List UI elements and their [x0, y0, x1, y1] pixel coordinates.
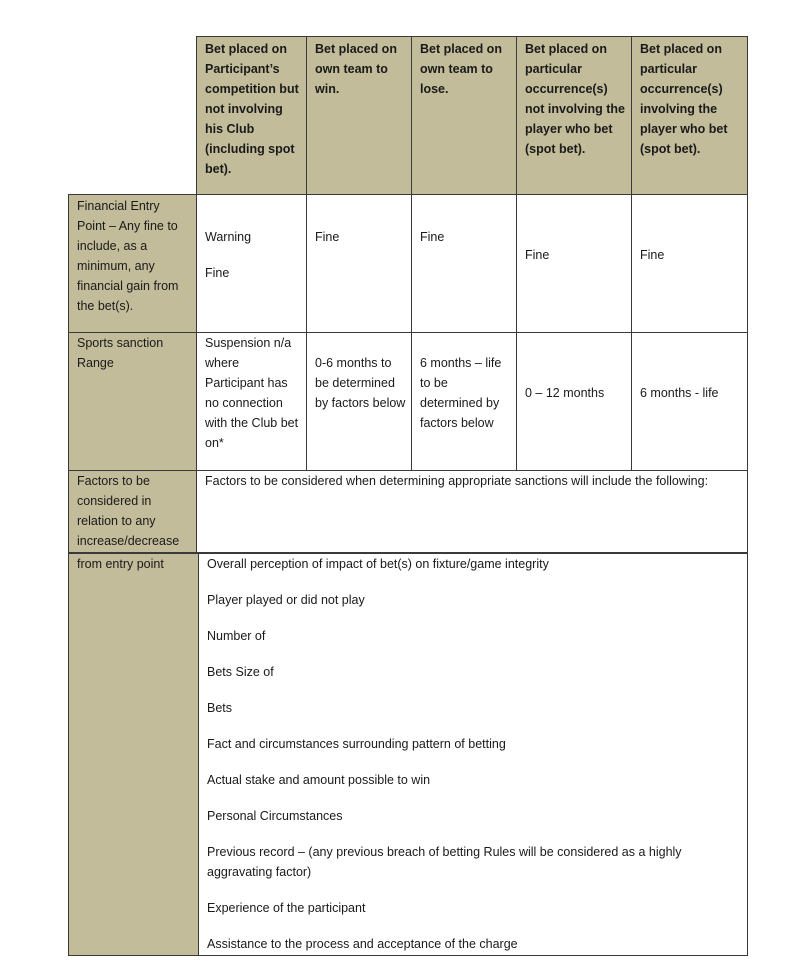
cell-sports-col1: Suspension n/a where Participant has no connection with the Club bet on* — [197, 333, 307, 471]
grid-line — [631, 36, 632, 471]
cell-sports-col5: 6 months - life — [632, 333, 747, 471]
factor-item: Bets — [207, 701, 233, 715]
factor-item: Bets Size of — [207, 665, 274, 679]
factor-item: Experience of the participant — [207, 901, 366, 915]
cell-sports-col4: 0 – 12 months — [517, 333, 632, 471]
factor-item: Fact and circumstances surrounding pattern of betting — [207, 737, 506, 751]
grid-line — [516, 36, 517, 471]
grid-line — [68, 955, 748, 956]
grid-line — [747, 36, 748, 956]
grid-line — [411, 36, 412, 471]
grid-line — [68, 194, 748, 195]
column-header-4: Bet placed on particular occurrence(s) not involving the player who bet (spot bet). — [517, 37, 632, 194]
factor-item: Overall perception of impact of bet(s) on fixture/game integrity — [207, 557, 549, 571]
cell-financial-col2: Fine — [307, 194, 412, 333]
cell-sports-col3: 6 months – life to be determined by factors below — [412, 333, 517, 471]
row-label-from-entry-point: from entry point — [69, 553, 198, 956]
row-label-sports-sanction-range: Sports sanction Range — [69, 333, 197, 471]
grid-line — [306, 36, 307, 471]
grid-line — [68, 470, 748, 471]
cell-financial-col4: Fine — [517, 194, 632, 333]
factor-item: Actual stake and amount possible to win — [207, 773, 431, 787]
factor-list — [198, 553, 747, 956]
column-header-1: Bet placed on Participant’s competition but not involving his Club (including spot bet). — [197, 37, 307, 194]
row-label-financial-entry-point: Financial Entry Point – Any fine to include, as a minimum, any financial gain from the bet(s). — [69, 194, 197, 333]
cell-sports-col2: 0-6 months to be determined by factors below — [307, 333, 412, 471]
grid-line — [68, 194, 69, 956]
cell-financial-col3: Fine — [412, 194, 517, 333]
factor-item: Previous record – (any previous breach of betting Rules will be considered as a highly aggravating factor) — [207, 845, 682, 879]
column-header-5: Bet placed on particular occurrence(s) involving the player who bet (spot bet). — [632, 37, 747, 194]
grid-line — [196, 36, 197, 553]
cell-factors-intro: Factors to be considered when determining appropriate sanctions will include the following: — [197, 471, 747, 553]
factor-item: Assistance to the process and acceptance of the charge — [207, 937, 518, 951]
cell-financial-col5: Fine — [632, 194, 747, 333]
factor-item: Player played or did not play — [207, 593, 365, 607]
grid-line — [68, 332, 748, 333]
grid-line — [68, 552, 748, 554]
factor-item: Number of — [207, 629, 266, 643]
financial-col1-warning: Warning — [205, 230, 252, 244]
cell-financial-col1 — [197, 194, 307, 333]
row-label-factors: Factors to be considered in relation to any increase/decrease — [69, 471, 197, 553]
grid-line — [198, 553, 199, 956]
financial-col1-fine: Fine — [205, 266, 230, 280]
column-header-3: Bet placed on own team to lose. — [412, 37, 517, 194]
column-header-2: Bet placed on own team to win. — [307, 37, 412, 194]
grid-line — [196, 36, 748, 37]
factor-item: Personal Circumstances — [207, 809, 343, 823]
